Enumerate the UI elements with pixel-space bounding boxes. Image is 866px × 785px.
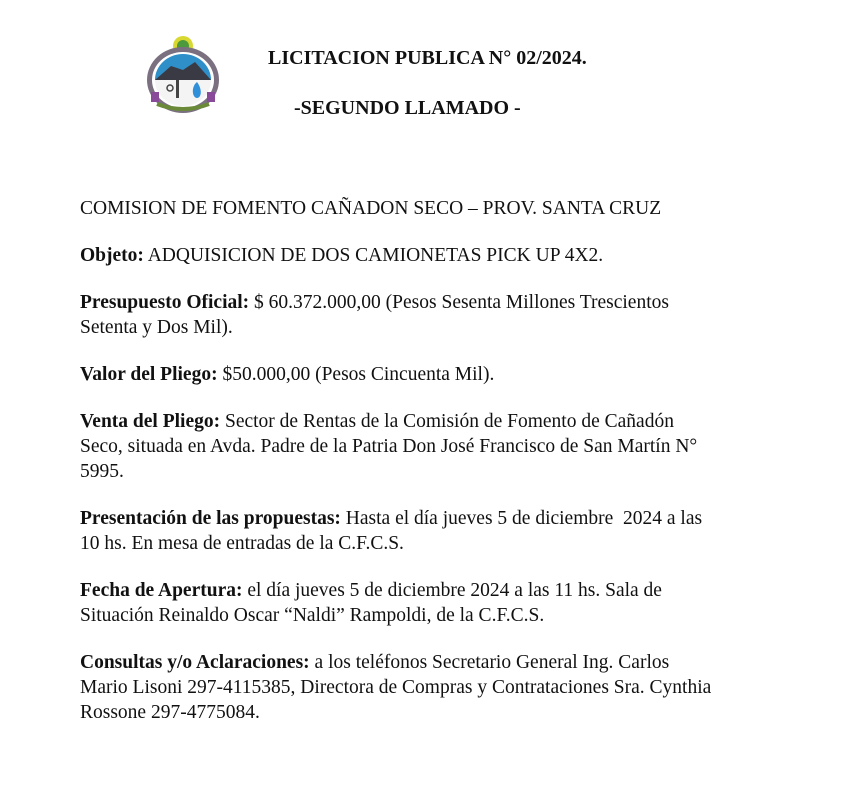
presupuesto-paragraph bbox=[80, 290, 820, 340]
presupuesto-label: Presupuesto Oficial: bbox=[80, 292, 250, 313]
venta-label: Venta del Pliego: bbox=[80, 411, 221, 432]
valor-paragraph bbox=[80, 362, 820, 387]
objeto-label: Objeto: bbox=[80, 245, 144, 266]
apertura-paragraph bbox=[80, 578, 820, 628]
venta-text: Sector de Rentas de la Comisión de Fomento de Cañadón bbox=[220, 411, 674, 432]
valor-label: Valor del Pliego: bbox=[80, 364, 218, 385]
presentacion-label: Presentación de las propuestas: bbox=[80, 508, 341, 529]
document-title: LICITACION PUBLICA N° 02/2024. bbox=[268, 47, 587, 69]
consultas-text: a los teléfonos Secretario General Ing. Carlos bbox=[309, 652, 670, 673]
consultas-paragraph bbox=[80, 650, 820, 725]
coat-of-arms-icon bbox=[143, 30, 223, 118]
valor-text: $50.000,00 (Pesos Cincuenta Mil). bbox=[217, 364, 495, 385]
document-body bbox=[80, 196, 820, 725]
presentacion-text-cont: 10 hs. En mesa de entradas de la C.F.C.S. bbox=[80, 533, 404, 554]
consultas-text-end: Rossone 297-4775084. bbox=[80, 702, 260, 723]
venta-paragraph bbox=[80, 409, 820, 484]
venta-text-end: 5995. bbox=[80, 461, 124, 482]
presentacion-text: Hasta el día jueves 5 de diciembre 2024 a las bbox=[340, 508, 703, 529]
venta-text-cont: Seco, situada en Avda. Padre de la Patria Don José Francisco de San Martín N° bbox=[80, 436, 698, 457]
objeto-paragraph bbox=[80, 243, 820, 268]
apertura-text: el día jueves 5 de diciembre 2024 a las 11 hs. Sala de bbox=[242, 580, 662, 601]
consultas-label: Consultas y/o Aclaraciones: bbox=[80, 652, 310, 673]
organization-line: COMISION DE FOMENTO CAÑADON SECO – PROV. SANTA CRUZ bbox=[80, 198, 662, 219]
consultas-text-cont: Mario Lisoni 297-4115385, Directora de Compras y Contrataciones Sra. Cynthia bbox=[80, 677, 712, 698]
presupuesto-text-cont: Setenta y Dos Mil). bbox=[80, 317, 233, 338]
apertura-label: Fecha de Apertura: bbox=[80, 580, 243, 601]
presupuesto-text: $ 60.372.000,00 (Pesos Sesenta Millones Trescientos bbox=[249, 292, 669, 313]
document-subtitle: -SEGUNDO LLAMADO - bbox=[294, 97, 521, 119]
presentacion-paragraph bbox=[80, 506, 820, 556]
objeto-text: ADQUISICION DE DOS CAMIONETAS PICK UP 4X2. bbox=[143, 245, 604, 266]
apertura-text-cont: Situación Reinaldo Oscar “Naldi” Rampoldi, de la C.F.C.S. bbox=[80, 605, 545, 626]
